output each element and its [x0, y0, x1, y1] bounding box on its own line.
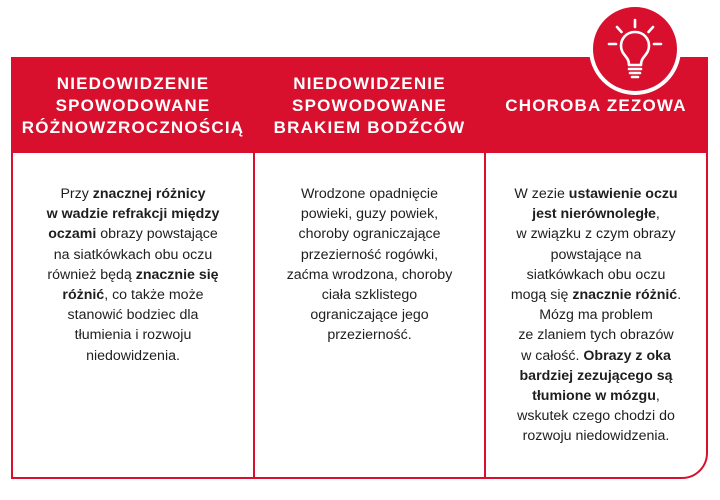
- body-text: Mózg ma problem: [539, 307, 653, 324]
- body-text: zaćma wrodzona, choroby: [286, 266, 453, 283]
- body-text-bold: w wadzie refrakcji między: [46, 206, 220, 223]
- column-title-line: RÓŻNOWZROCZNOŚCIĄ: [21, 118, 245, 137]
- body-text: ze zlaniem tych obrazów: [518, 327, 674, 344]
- body-text-bold: oczami: [48, 226, 97, 243]
- body-line: [31, 184, 235, 204]
- body-text: tłumienia i rozwoju: [74, 327, 192, 344]
- column-deprivation: [255, 59, 484, 477]
- column-anisometropia: [13, 59, 253, 477]
- body-text: rozwoju niedowidzenia.: [522, 428, 670, 445]
- column-body: [13, 184, 253, 366]
- body-line: [496, 386, 696, 406]
- column-title-line: BRAKIEM BODŹCÓW: [273, 118, 466, 137]
- body-line: [31, 204, 235, 224]
- body-text: również będą: [47, 266, 136, 283]
- column-title-line: SPOWODOWANE: [292, 96, 447, 115]
- body-text: niedowidzenia.: [86, 347, 180, 364]
- body-text: powieki, guzy powiek,: [300, 206, 439, 223]
- body-text: siatkówkach obu oczu: [526, 266, 666, 283]
- body-text-bold: znacznie się: [135, 266, 219, 283]
- body-line: [496, 406, 696, 426]
- body-text: , co także może: [104, 287, 204, 304]
- body-text-bold: tłumione w mózgu: [532, 388, 656, 405]
- body-text: obrazy powstające: [96, 226, 218, 243]
- body-line: [31, 325, 235, 345]
- body-text: ciała szklistego: [321, 287, 418, 304]
- body-text-bold: ustawienie oczu: [568, 186, 678, 202]
- column-title: [255, 59, 484, 153]
- body-text: przezierność.: [327, 327, 412, 344]
- body-line: [31, 305, 235, 325]
- body-line: [496, 346, 696, 366]
- body-line: [271, 204, 468, 224]
- column-body: [486, 184, 706, 447]
- body-text: Wrodzone opadnięcie: [301, 186, 438, 202]
- column-title-line: NIEDOWIDZENIE: [56, 74, 210, 93]
- body-line: [496, 224, 696, 244]
- body-text: mogą się: [510, 287, 573, 304]
- body-text: ,: [655, 388, 660, 405]
- body-line: [496, 184, 696, 204]
- body-line: [271, 184, 468, 204]
- body-text-bold: znacznej różnicy: [92, 186, 206, 202]
- body-text: W zezie: [514, 186, 569, 202]
- body-text: ograniczające jego: [310, 307, 429, 324]
- body-line: [271, 245, 468, 265]
- body-text-bold: różnić: [62, 287, 105, 304]
- body-text: choroby ograniczające: [298, 226, 441, 243]
- body-line: [271, 325, 468, 345]
- column-title-line: CHOROBA ZEZOWA: [505, 96, 687, 115]
- body-line: [271, 265, 468, 285]
- body-line: [496, 305, 696, 325]
- body-line: [496, 426, 696, 446]
- lightbulb-icon: [605, 18, 665, 80]
- body-line: [271, 224, 468, 244]
- body-text: ,: [655, 206, 660, 223]
- body-text-bold: znacznie różnić: [572, 287, 678, 304]
- body-text: przezierność rogówki,: [300, 246, 439, 263]
- body-text-bold: jest nierównoległe: [532, 206, 656, 223]
- column-title-line: SPOWODOWANE: [55, 96, 211, 115]
- column-body: [255, 184, 484, 346]
- column-title: [13, 59, 253, 153]
- body-text: w związku z czym obrazy: [516, 226, 676, 243]
- body-line: [31, 346, 235, 366]
- body-text: stanowić bodziec dla: [67, 307, 199, 324]
- body-line: [31, 285, 235, 305]
- body-line: [496, 245, 696, 265]
- comparison-table: [11, 57, 708, 479]
- body-text: na siatkówkach obu oczu: [53, 246, 213, 263]
- column-title-line: NIEDOWIDZENIE: [293, 74, 446, 93]
- body-line: [496, 285, 696, 305]
- body-text: wskutek czego chodzi do: [517, 408, 675, 425]
- body-line: [496, 265, 696, 285]
- body-text: Przy: [60, 186, 93, 202]
- body-line: [496, 366, 696, 386]
- body-line: [31, 265, 235, 285]
- body-line: [496, 325, 696, 345]
- body-line: [31, 224, 235, 244]
- column-strabismus: [486, 59, 706, 477]
- body-line: [271, 285, 468, 305]
- body-line: [31, 245, 235, 265]
- body-text: w całość.: [521, 347, 584, 364]
- body-text-bold: bardziej zezującego są: [519, 367, 673, 384]
- body-text: .: [677, 287, 682, 304]
- lightbulb-badge: [589, 3, 681, 95]
- body-line: [496, 204, 696, 224]
- body-text-bold: Obrazy z oka: [583, 347, 671, 364]
- body-line: [271, 305, 468, 325]
- body-text: powstające na: [550, 246, 642, 263]
